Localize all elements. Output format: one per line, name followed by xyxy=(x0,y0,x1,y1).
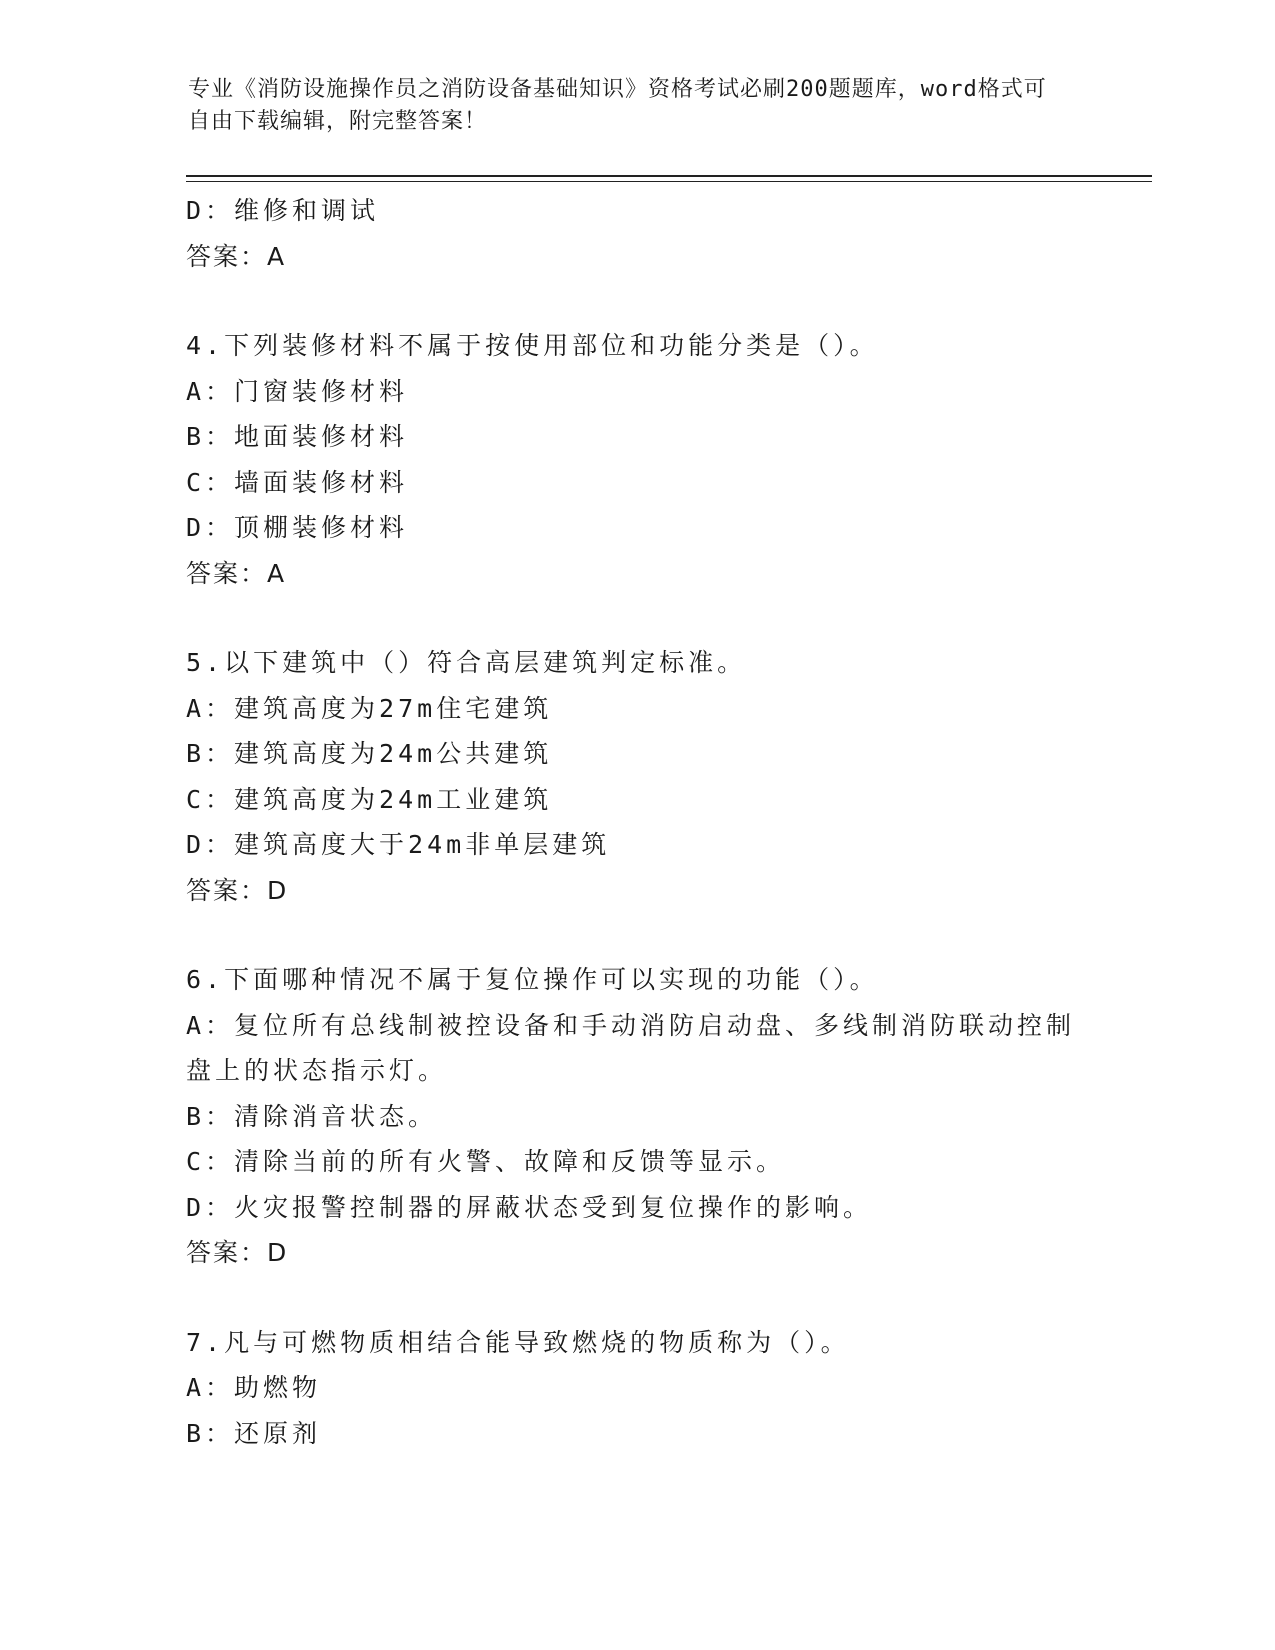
document-header: 专业《消防设施操作员之消防设备基础知识》资格考试必刷200题题库，word格式可自由下载编辑，附完整答案！ xyxy=(188,77,1047,134)
spacer xyxy=(186,279,1086,323)
question-title: 4.下列装修材料不属于按使用部位和功能分类是（）。 xyxy=(186,331,879,360)
question-title: 6.下面哪种情况不属于复位操作可以实现的功能（）。 xyxy=(186,965,879,994)
option-b: B：还原剂 xyxy=(186,1418,322,1448)
option-b: B：地面装修材料 xyxy=(186,422,409,451)
option-d: D：火灾报警控制器的屏蔽状态受到复位操作的影响。 xyxy=(186,1192,873,1222)
answer: 答案：D xyxy=(186,875,289,905)
option-a: A：门窗装修材料 xyxy=(186,376,409,406)
answer: 答案：A xyxy=(186,558,287,588)
option-a: A：助燃物 xyxy=(186,1373,322,1402)
spacer xyxy=(186,1276,1086,1320)
spacer xyxy=(186,596,1086,640)
option-b: B：建筑高度为24m公共建筑 xyxy=(186,739,553,768)
question-list xyxy=(186,188,1086,1456)
option-c: C：墙面装修材料 xyxy=(186,467,409,497)
option-d: D：建筑高度大于24m非单层建筑 xyxy=(186,830,611,859)
header-divider-thick xyxy=(186,175,1152,177)
answer: 答案：D xyxy=(186,1238,289,1267)
option-c: C：建筑高度为24m工业建筑 xyxy=(186,784,553,814)
option-c: C：清除当前的所有火警、故障和反馈等显示。 xyxy=(186,1147,786,1176)
answer: 答案：A xyxy=(186,241,287,271)
option-d: D：维修和调试 xyxy=(186,196,380,225)
option-b: B：清除消音状态。 xyxy=(186,1101,438,1131)
header-divider-thin xyxy=(186,181,1152,182)
option-a: A：建筑高度为27m住宅建筑 xyxy=(186,693,553,723)
spacer xyxy=(186,913,1086,957)
question-title: 7.凡与可燃物质相结合能导致燃烧的物质称为（）。 xyxy=(186,1327,850,1357)
option-a: A：复位所有总线制被控设备和手动消防启动盘、多线制消防联动控制盘上的状态指示灯。 xyxy=(186,1010,1076,1085)
option-d: D：顶棚装修材料 xyxy=(186,513,409,542)
question-title: 5.以下建筑中（）符合高层建筑判定标准。 xyxy=(186,648,747,677)
